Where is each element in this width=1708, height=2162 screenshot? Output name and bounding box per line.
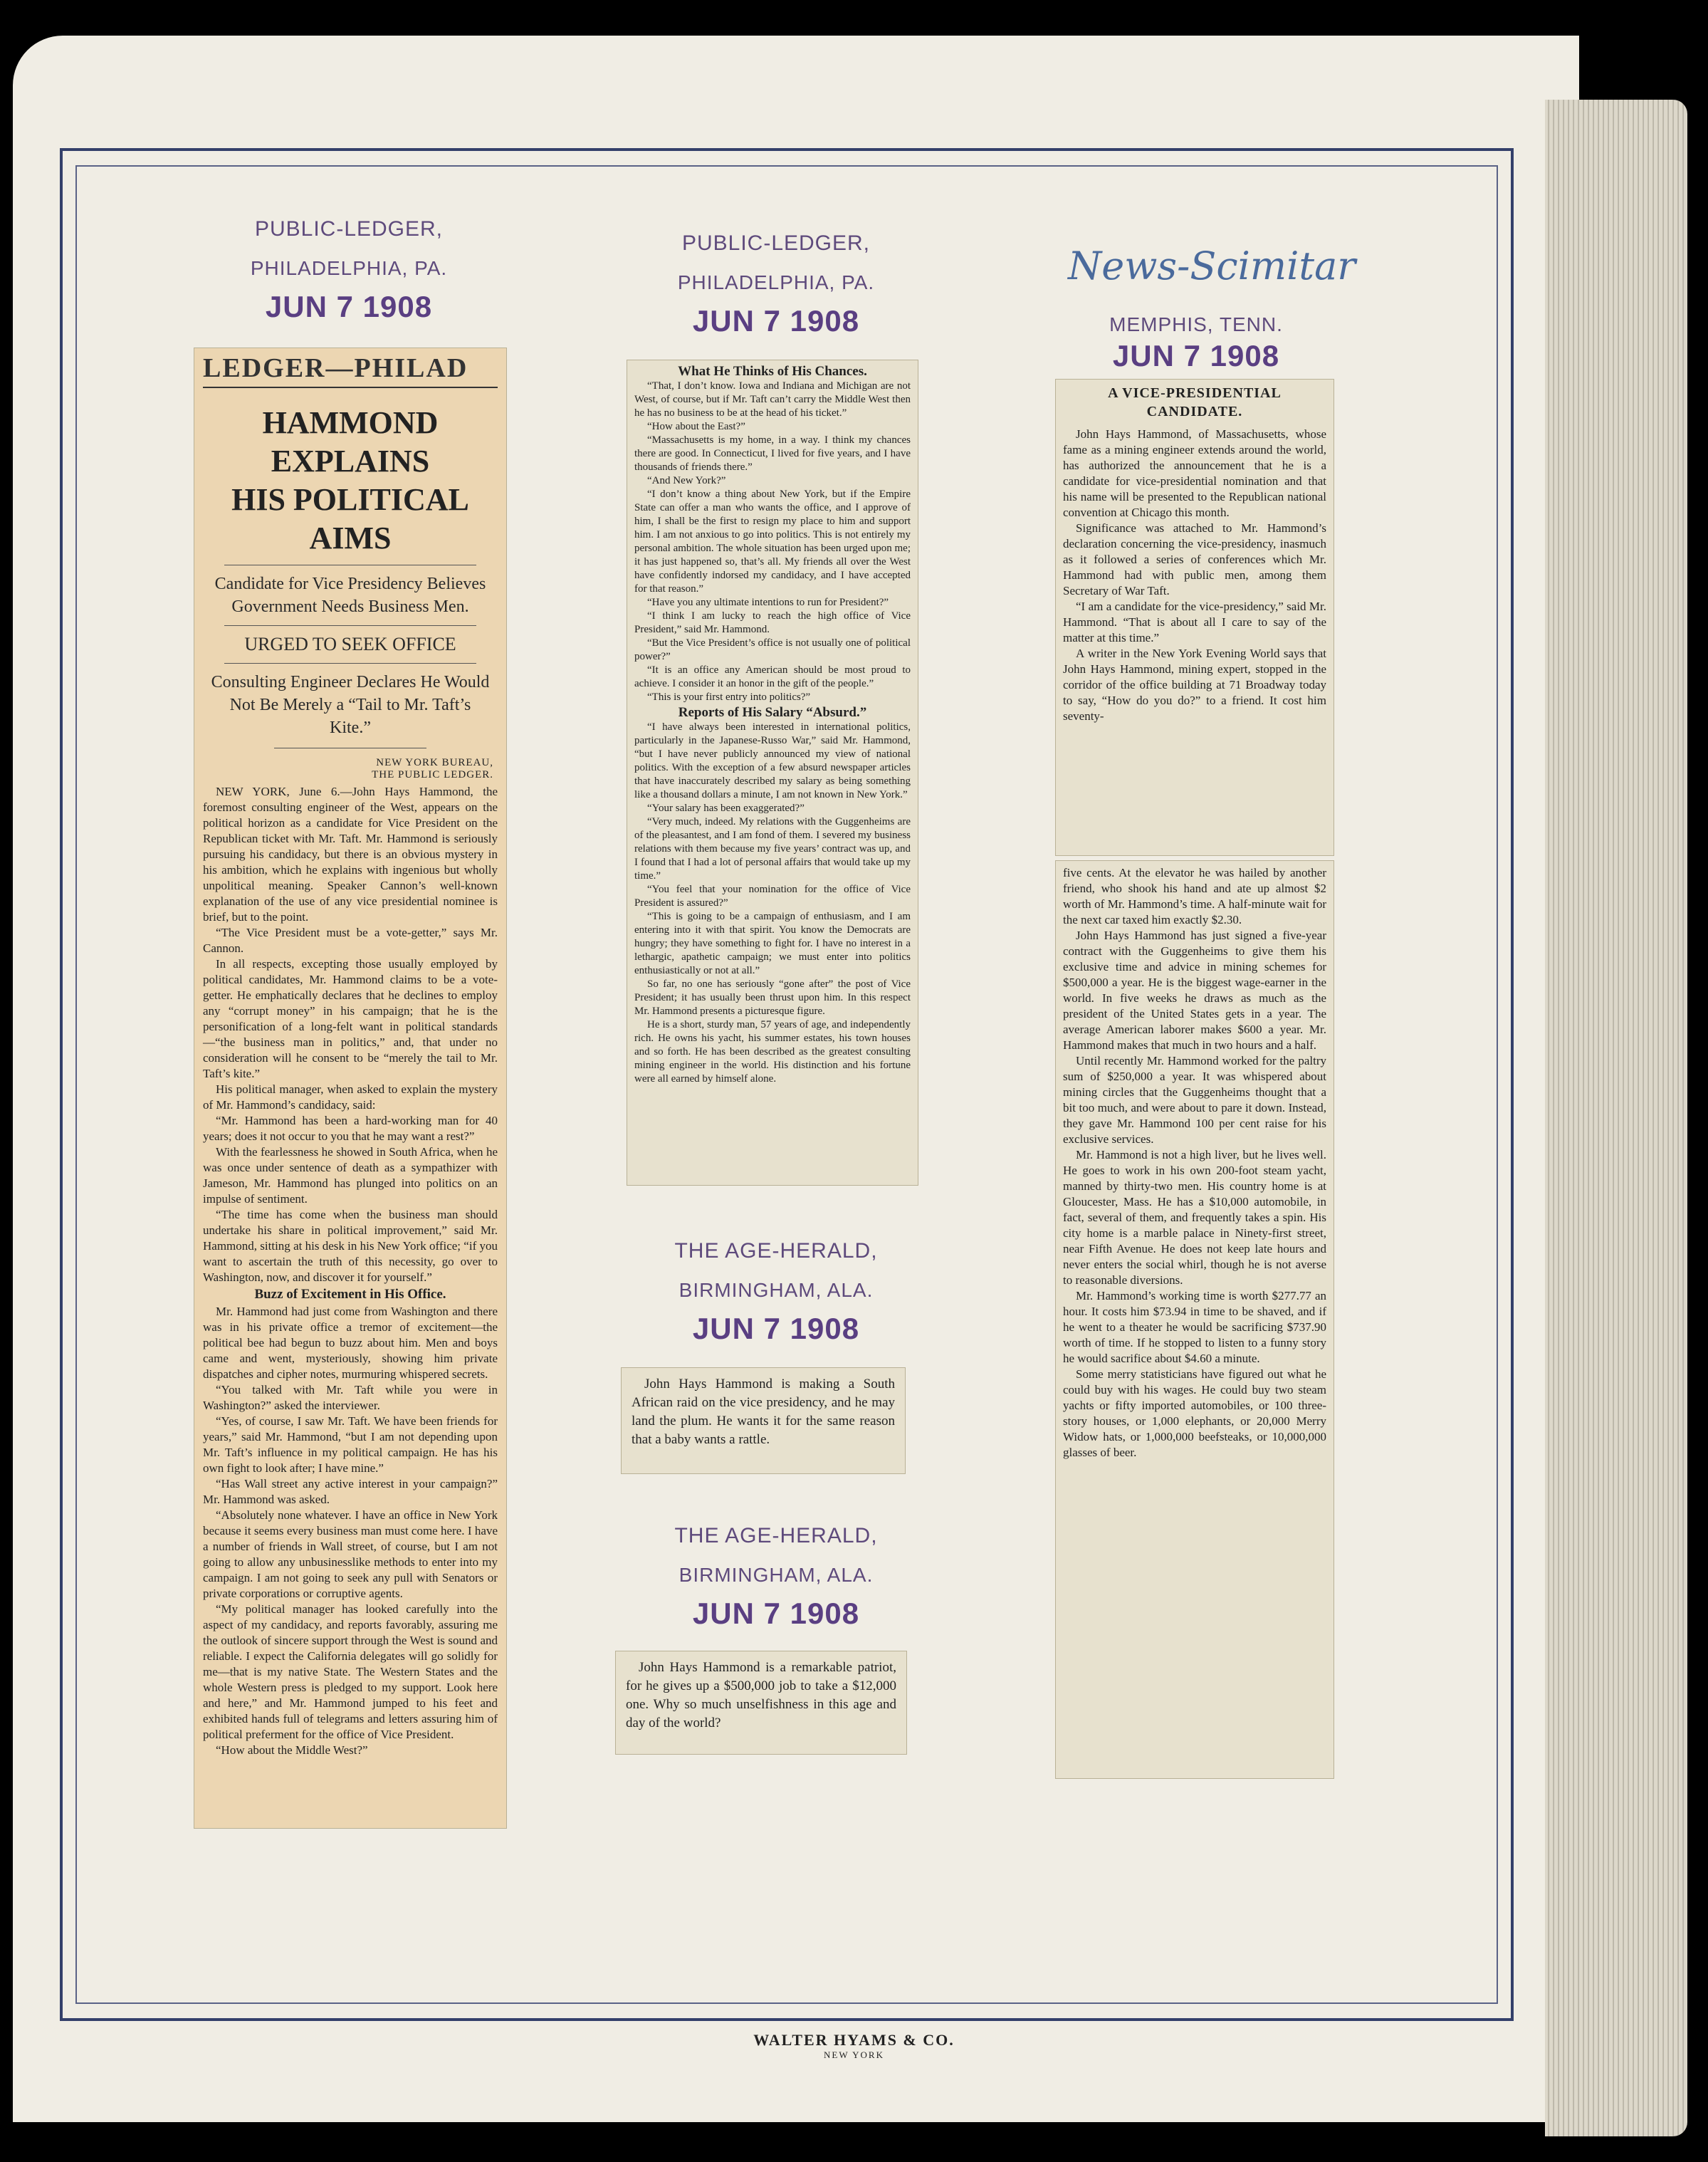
publisher-footer xyxy=(0,2031,1708,2061)
paragraph: In all respects, excepting those usually employed by political candidates, Mr. Hammond claims to be a vote-getter. He emphatically declares that he declines to employ any “corrupt money” in his campaign; that he is the personification of a long-felt want in political standards—“the business man in politics,” and, that under no consideration will he consent to be “merely the tail to Mr. Taft’s kite.” xyxy=(203,957,498,1080)
paragraph: “How about the East?” xyxy=(647,421,745,432)
article-body-3a xyxy=(1063,427,1326,724)
headline-line-1: HAMMOND EXPLAINS xyxy=(262,405,439,479)
paragraph: Significance was attached to Mr. Hammond’s declaration concerning the vice-presidency, inasmuch as it followed a series of conferences which Mr. Hammond had with public men, among them Secretary of War Taft. xyxy=(1063,521,1326,597)
paragraph: “The Vice President must be a vote-getter,” says Mr. Cannon. xyxy=(203,926,498,955)
deck-2: URGED TO SEEK OFFICE xyxy=(244,634,456,654)
article-body-1 xyxy=(203,784,498,1758)
clipping-remarkable-patriot xyxy=(615,1651,907,1755)
stamp-date: JUN 7 1908 xyxy=(692,304,860,338)
paragraph: “That, I don’t know. Iowa and Indiana and Michigan are not West, of course, but if Mr. Taft can’t carry the Middle West then he has no business to be at the head of his ticket.” xyxy=(634,380,911,419)
paragraph: “Very much, indeed. My relations with the Guggenheims are of the pleasantest, and I am fond of them. I severed my business relations with them because my five years’ contract was up, and I found that I had a lot of personal affairs that would take up my time.” xyxy=(634,816,911,882)
paragraph: A writer in the New York Evening World says that John Hays Hammond, mining expert, stopped in the corridor of the office building at 71 Broadway today to say, “How do you do?” to a friend. It cost him seventy- xyxy=(1063,647,1326,723)
stamp-publication: PUBLIC-LEDGER, xyxy=(681,231,871,255)
paragraph: “You feel that your nomination for the office of Vice President is assured?” xyxy=(634,884,911,909)
headline xyxy=(203,404,498,558)
paragraph: He is a short, sturdy man, 57 years of age, and independently rich. He owns his yacht, his summer estates, his town houses and so forth. He has been described as the greatest consulting mining engineer in the world. His distinction and his fortune were all earned by himself alone. xyxy=(634,1019,911,1085)
masthead: LEDGER—PHILAD xyxy=(203,352,498,388)
subheading: Buzz of Excitement in His Office. xyxy=(254,1287,446,1302)
stamp-age-herald-1 xyxy=(627,1239,926,1346)
stamp-age-herald-2 xyxy=(627,1524,926,1631)
stamp-city: PHILADELPHIA, PA. xyxy=(677,271,875,293)
paragraph: “My political manager has looked carefully into the aspect of my candidacy, and reports favorably, assuring me the outlook of sincere support through the West is sound and reliable. I expect the California delegates will go solidly for me—that is my native State. The Western States and the whole Western press is pledged to my support. Look here and here,” and Mr. Hammond jumped to his feet and exhibited hands full of telegrams and letters assuring him of political preferment for the office of Vice President. xyxy=(203,1602,498,1741)
stamp-memphis xyxy=(1054,313,1338,373)
paragraph: “This is going to be a campaign of enthusiasm, and I am entering into it with that spirit. You know the Democrats are hungry; they have something to fight for. I have no interest in a lethargic, apathetic campaign; we must enter into politics enthusiastically or not at all.” xyxy=(634,911,911,976)
paragraph: “I have always been interested in international politics, particularly in the Japanese-Russo War,” said Mr. Hammond, “but I have never publicly announced my view of national politics. With the exception of a few absurd newspaper articles that have inaccurately described my salary as being something like a thousand dollars a minute, I am not known in New York.” xyxy=(634,721,911,800)
stamp-city: BIRMINGHAM, ALA. xyxy=(679,1279,874,1301)
paragraph: John Hays Hammond is making a South African raid on the vice presidency, and he may land the plum. He wants it for the same reason that a baby wants a rattle. xyxy=(632,1377,895,1447)
stamp-public-ledger-1 xyxy=(199,217,498,324)
paragraph: John Hays Hammond, of Massachusetts, whose fame as a mining engineer extends around the world, has authorized the announcement that he is a candidate for vice-presidential nomination and that his name will be presented to the Republican national convention at Chicago this month. xyxy=(1063,427,1326,519)
byline-1: NEW YORK BUREAU, xyxy=(376,757,493,768)
paragraph: “Massachusetts is my home, in a way. I think my chances there are good. In Connecticut, I lived for five years, and I have thousands of friends there.” xyxy=(634,434,911,473)
stamp-publication: THE AGE-HERALD, xyxy=(674,1524,878,1547)
article-body-3b xyxy=(1063,865,1326,1461)
paragraph: Mr. Hammond had just come from Washington and there was in his private office a tremor of excitement—the political bee had begun to buzz about him. Men and boys came and went, mysteriously, showing him private dispatches and cipher notes, murmuring whispered secrets. xyxy=(203,1305,498,1381)
clipping-vice-presidential-candidate-2 xyxy=(1055,860,1334,1779)
paragraph: “Absolutely none whatever. I have an office in New York because it seems every business man must come here. I have a number of friends in Wall street, of course, but I am not going to allow any unbusinesslike methods to enter into my campaign. I am not going to seek any pull with Senators or private corporations or corruptive agents. xyxy=(203,1508,498,1600)
paragraph: five cents. At the elevator he was hailed by another friend, who shook his hand and ate up almost $2 worth of Mr. Hammond’s time. A half-minute wait for the next car taxed him exactly $2.30. xyxy=(1063,866,1326,926)
paragraph: His political manager, when asked to explain the mystery of Mr. Hammond’s candidacy, said: xyxy=(203,1082,498,1112)
paragraph: “I think I am lucky to reach the high office of Vice President,” said Mr. Hammond. xyxy=(634,610,911,635)
paragraph: “Has Wall street any active interest in your campaign?” Mr. Hammond was asked. xyxy=(203,1477,498,1506)
stamp-date: JUN 7 1908 xyxy=(1112,339,1280,372)
stamp-city: PHILADELPHIA, PA. xyxy=(250,257,448,279)
page-edges xyxy=(1545,100,1687,2136)
paragraph: Until recently Mr. Hammond worked for the paltry sum of $250,000 a year. It was whispered about mining circles that the Guggenheims thought that a bit too much, and were about to pare it down. Instead, they gave Mr. Hammond 100 per cent raise for his exclusive services. xyxy=(1063,1054,1326,1146)
publisher-name: WALTER HYAMS & CO. xyxy=(753,2031,955,2049)
paragraph: NEW YORK, June 6.—John Hays Hammond, the foremost consulting engineer of the West, appears on the political horizon as a candidate for Vice President on the Republican ticket with Mr. Taft. Mr. Hammond is seriously pursuing his candidacy, but there is an obvious mystery in his ambition, which he explains with ingenious but wholly unpolitical meaning. Speaker Cannon’s well-known explanation of the use of any vice presidential nominee is brief, but to the point. xyxy=(203,785,498,924)
paragraph: “Your salary has been exaggerated?” xyxy=(647,803,805,814)
byline-2: THE PUBLIC LEDGER. xyxy=(372,769,493,780)
paragraph: “Have you any ultimate intentions to run for President?” xyxy=(647,597,889,608)
headline: A VICE-PRESIDENTIAL CANDIDATE. xyxy=(1108,385,1282,419)
paragraph: “Yes, of course, I saw Mr. Taft. We have been friends for years,” said Mr. Hammond, “but I am not depending upon Mr. Taft’s influence in my political campaign. He has his own fight to look after; I have mine.” xyxy=(203,1414,498,1475)
headline-line-2: HIS POLITICAL AIMS xyxy=(231,482,469,555)
paragraph: Some merry statisticians have figured out what he could buy with his wages. He could buy two steam yachts or fifty imported automobiles, or 100 three-story houses, or 1,000 elephants, or 20,000 Merry Widow hats, or 1,000,000 beefsteaks, or 10,000,000 glasses of beer. xyxy=(1063,1367,1326,1459)
paragraph: Mr. Hammond’s working time is worth $277.77 an hour. It costs him $73.94 in time to be shaved, and if he went to a theater he would be sacrificing $737.90 worth of time. If he stopped to listen to a funny story he would sacrifice about $4.60 a minute. xyxy=(1063,1289,1326,1365)
stamp-date: JUN 7 1908 xyxy=(692,1312,860,1345)
paragraph: John Hays Hammond has just signed a five-year contract with the Guggenheims to give them his exclusive time and advice in mining schemes for $500,000 a year. He is the biggest wage-earner in the world. In five weeks he draws as much as the president of the United States gets in a year. The average American laborer makes $600 a year. Mr. Hammond makes that much in two hours and a half. xyxy=(1063,929,1326,1052)
subheading: Reports of His Salary “Absurd.” xyxy=(678,705,867,720)
stamp-publication: PUBLIC-LEDGER, xyxy=(254,217,444,241)
deck-3: Consulting Engineer Declares He Would Not Be Merely a “Tail to Mr. Taft’s Kite.” xyxy=(211,673,490,737)
paragraph: “Mr. Hammond has been a hard-working man for 40 years; does it not occur to you that he may want a rest?” xyxy=(203,1114,498,1143)
stamp-city: MEMPHIS, TENN. xyxy=(1109,313,1283,335)
paragraph: “And New York?” xyxy=(647,475,726,486)
paragraph: “I am a candidate for the vice-presidency,” said Mr. Hammond. “That is about all I care to say of the matter at this time.” xyxy=(1063,600,1326,644)
paragraph: “But the Vice President’s office is not usually one of political power?” xyxy=(634,637,911,662)
article-body-2 xyxy=(634,365,911,1086)
paragraph: “The time has come when the business man should undertake his share in political improvement,” said Mr. Hammond, sitting at his desk in his New York office; “if you want to ascertain the truth of this necessity, go over to Washington, now, and discover it for yourself.” xyxy=(203,1208,498,1284)
paragraph: “I don’t know a thing about New York, but if the Empire State can offer a man who wants the office, and I approve of him, I shall be the first to resign my place to him and support him. I am not anxious to go into politics. This is not entirely my personal ambition. The whole situation has been urged upon me; it has just happened so, that’s all. My friends all over the West have confidently indorsed my candidacy, and I have accepted for that reason.” xyxy=(634,489,911,595)
paragraph: “This is your first entry into politics?” xyxy=(647,691,811,703)
paragraph: Mr. Hammond is not a high liver, but he lives well. He goes to work in his own 200-foot steam yacht, manned by thirty-two men. His country home is at Gloucester, Mass. He has a $10,000 automobile, in fact, several of them, and frequently takes a spin. His city home is a marble palace in Ninety-first street, near Fifth Avenue. He does not keep late hours and never enters the social whirl, though he is not averse to reasonable diversions. xyxy=(1063,1148,1326,1287)
paragraph: “It is an office any American should be most proud to achieve. I consider it an honor in the gift of the people.” xyxy=(634,664,911,689)
deck-1: Candidate for Vice Presidency Believes Government Needs Business Men. xyxy=(214,575,486,616)
paragraph: “How about the Middle West?” xyxy=(216,1743,368,1757)
clipping-what-he-thinks xyxy=(627,360,918,1186)
stamp-publication: THE AGE-HERALD, xyxy=(674,1239,878,1263)
stamp-public-ledger-2 xyxy=(627,231,926,338)
clipping-hammond-explains xyxy=(194,348,507,1829)
publisher-city: NEW YORK xyxy=(824,2049,884,2060)
clipping-south-african-raid xyxy=(621,1367,906,1474)
handwritten-news-scimitar: News-Scimitar xyxy=(1068,244,1356,288)
stamp-city: BIRMINGHAM, ALA. xyxy=(679,1564,874,1586)
paragraph: With the fearlessness he showed in South Africa, when he was once under sentence of death as a sympathizer with Jameson, Mr. Hammond has plunged into politics on an impulse of sentiment. xyxy=(203,1145,498,1206)
paragraph: John Hays Hammond is a remarkable patriot, for he gives up a $500,000 job to take a $12,000 one. Why so much unselfishness in this age and day of the world? xyxy=(626,1660,896,1730)
stamp-date: JUN 7 1908 xyxy=(692,1597,860,1630)
paragraph: “You talked with Mr. Taft while you were in Washington?” asked the interviewer. xyxy=(203,1383,498,1412)
subheading: What He Thinks of His Chances. xyxy=(678,364,867,379)
paragraph: So far, no one has seriously “gone after” the post of Vice President; it has usually been thrust upon him. In this respect Mr. Hammond presents a picturesque figure. xyxy=(634,978,911,1017)
stamp-date: JUN 7 1908 xyxy=(265,290,433,323)
clipping-vice-presidential-candidate-1 xyxy=(1055,379,1334,856)
